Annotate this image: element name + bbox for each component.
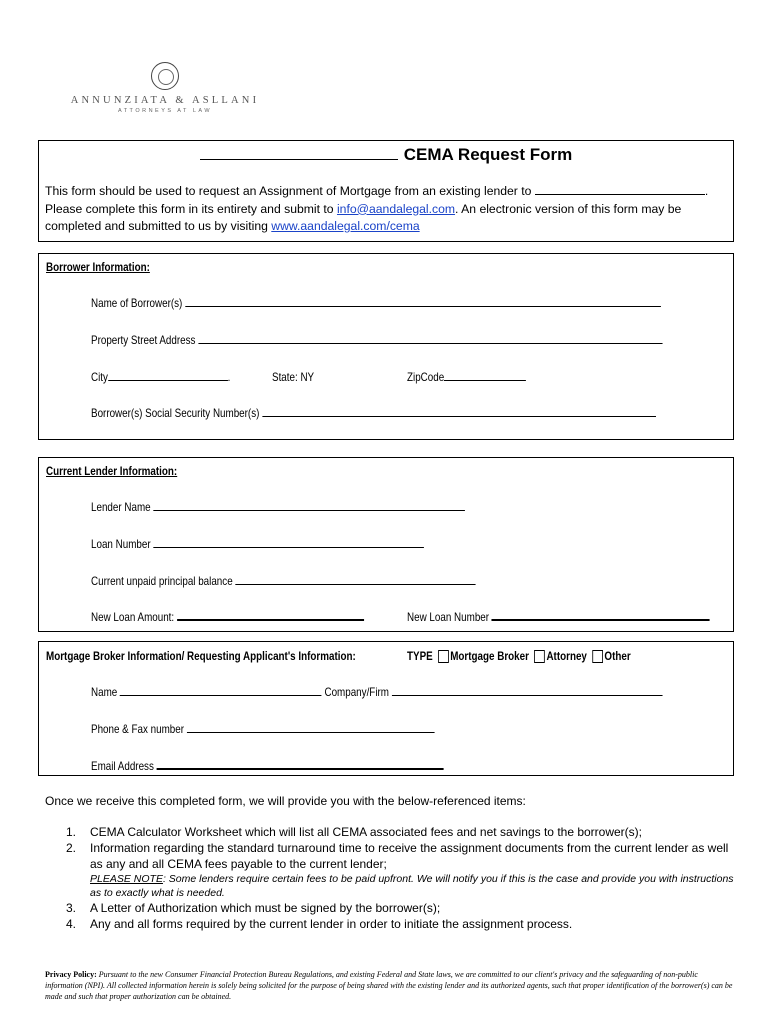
note-text: : Some lenders require certain fees to be paid upfront. We will notify you if this is the case and provide you with instructions as to exactly what is needed.: [90, 873, 734, 899]
borrower-name-row: [91, 296, 661, 310]
lender-heading: Current Lender Information:: [46, 464, 178, 478]
website-link[interactable]: www.aandalegal.com/cema: [271, 219, 420, 233]
new-amount-label: New Loan Amount:: [91, 610, 175, 624]
zip-field[interactable]: [444, 370, 526, 381]
borrower-section: [38, 253, 734, 440]
item-number: 1.: [66, 825, 77, 839]
ssn-field[interactable]: [262, 406, 656, 417]
mortgage-broker-checkbox[interactable]: [438, 650, 449, 663]
city-field[interactable]: [108, 370, 228, 381]
city-suffix: .: [227, 370, 231, 384]
borrower-name-label: Name of Borrower(s): [91, 296, 183, 310]
new-number-row: [407, 610, 710, 624]
form-header-box: [38, 140, 734, 242]
broker-name-label: Name: [91, 685, 118, 699]
form-intro: [45, 183, 729, 236]
item-text: A Letter of Authorization which must be signed by the borrower(s);: [90, 901, 441, 915]
broker-email-field[interactable]: [157, 759, 444, 770]
deliverables-list: [66, 824, 738, 932]
privacy-label: Privacy Policy:: [45, 970, 97, 979]
intro-text-3: . An electronic version of this form may be completed and submitted to us by visiting: [45, 201, 682, 233]
phone-label: Phone & Fax number: [91, 722, 184, 736]
lender-section: [38, 457, 734, 632]
new-amount-row: [91, 610, 364, 624]
broker-name-row: [91, 685, 662, 699]
borrower-heading: Borrower Information:: [46, 260, 150, 274]
new-amount-field[interactable]: [177, 610, 364, 621]
new-number-field[interactable]: [492, 610, 710, 621]
note-label: PLEASE NOTE: [90, 873, 163, 885]
broker-name-field[interactable]: [120, 685, 322, 696]
other-option: Other: [604, 649, 631, 663]
item-text: CEMA Calculator Worksheet which will list all CEMA associated fees and net savings to the borrower(s);: [90, 825, 643, 839]
type-label: TYPE: [407, 649, 433, 663]
phone-row: [91, 722, 434, 736]
item-text: Any and all forms required by the current lender in order to initiate the assignment process.: [90, 917, 573, 931]
receive-text: Once we receive this completed form, we will provide you with the below-referenced items:: [45, 794, 526, 808]
broker-heading: Mortgage Broker Information/ Requesting Applicant's Information:: [46, 649, 356, 663]
balance-label: Current unpaid principal balance: [91, 574, 233, 588]
city-row: [91, 370, 230, 384]
zip-row: [407, 370, 526, 384]
balance-field[interactable]: [235, 574, 475, 585]
property-address-field[interactable]: [198, 333, 662, 344]
zip-label: ZipCode: [407, 370, 445, 384]
type-row: [407, 649, 631, 663]
company-label: Company/Firm: [324, 685, 389, 699]
list-item: [66, 840, 738, 900]
item-number: 2.: [66, 841, 77, 855]
firm-tagline: ATTORNEYS AT LAW: [117, 108, 213, 114]
broker-section: [38, 641, 734, 776]
city-label: City: [91, 370, 108, 384]
attorney-option: Attorney: [546, 649, 587, 663]
state-label: State: NY: [272, 370, 315, 384]
phone-field[interactable]: [187, 722, 435, 733]
property-address-label: Property Street Address: [91, 333, 196, 347]
form-title: CEMA Request Form: [403, 145, 573, 164]
ssn-row: [91, 406, 656, 420]
broker-email-row: [91, 759, 444, 773]
privacy-policy: [45, 969, 735, 1002]
privacy-text: Pursuant to the new Consumer Financial Protection Bureau Regulations, and existing Federal and State laws, we are committed to our client's privacy and the safeguarding of non-public information (NPI). All collected information herein is solely being solicited for the purpose of being shared with the existing lender and its authorized agents, such that proper identification of the borrower(s) can be made and such that proper authorization can be obtained.: [45, 970, 733, 1001]
loan-number-row: [91, 537, 424, 551]
firm-logo: [60, 62, 270, 114]
loan-number-field[interactable]: [153, 537, 424, 548]
item-text: Information regarding the standard turnaround time to receive the assignment documents from the current lender as well as any and all CEMA fees payable to the current lender;: [90, 841, 729, 871]
other-checkbox[interactable]: [592, 650, 603, 663]
list-item: [66, 900, 738, 916]
mortgage-broker-option: Mortgage Broker: [450, 649, 529, 663]
property-address-row: [91, 333, 662, 347]
broker-email-label: Email Address: [91, 759, 154, 773]
new-number-label: New Loan Number: [407, 610, 490, 624]
borrower-name-field[interactable]: [185, 296, 661, 307]
firm-seal-icon: [151, 62, 179, 90]
item-number: 4.: [66, 917, 77, 931]
form-title-blank[interactable]: [200, 146, 398, 160]
lender-blank[interactable]: [535, 184, 705, 195]
list-item: [66, 824, 738, 840]
loan-number-label: Loan Number: [91, 537, 151, 551]
firm-name: ANNUNZIATA & ASLLANI: [70, 95, 260, 106]
list-item: [66, 916, 738, 932]
item-number: 3.: [66, 901, 77, 915]
lender-name-row: [91, 500, 465, 514]
broker-heading-row: [46, 649, 356, 663]
lender-name-label: Lender Name: [91, 500, 151, 514]
ssn-label: Borrower(s) Social Security Number(s): [91, 406, 260, 420]
attorney-checkbox[interactable]: [534, 650, 545, 663]
email-link[interactable]: info@aandalegal.com: [336, 201, 456, 216]
form-title-row: [39, 145, 733, 165]
balance-row: [91, 574, 476, 588]
intro-text-2: . Please complete this form in its entirety and submit to: [45, 184, 709, 216]
intro-text-1: This form should be used to request an Assignment of Mortgage from an existing lender to: [45, 184, 532, 198]
lender-name-field[interactable]: [153, 500, 465, 511]
company-field[interactable]: [392, 685, 663, 696]
fees-note: [90, 872, 738, 900]
